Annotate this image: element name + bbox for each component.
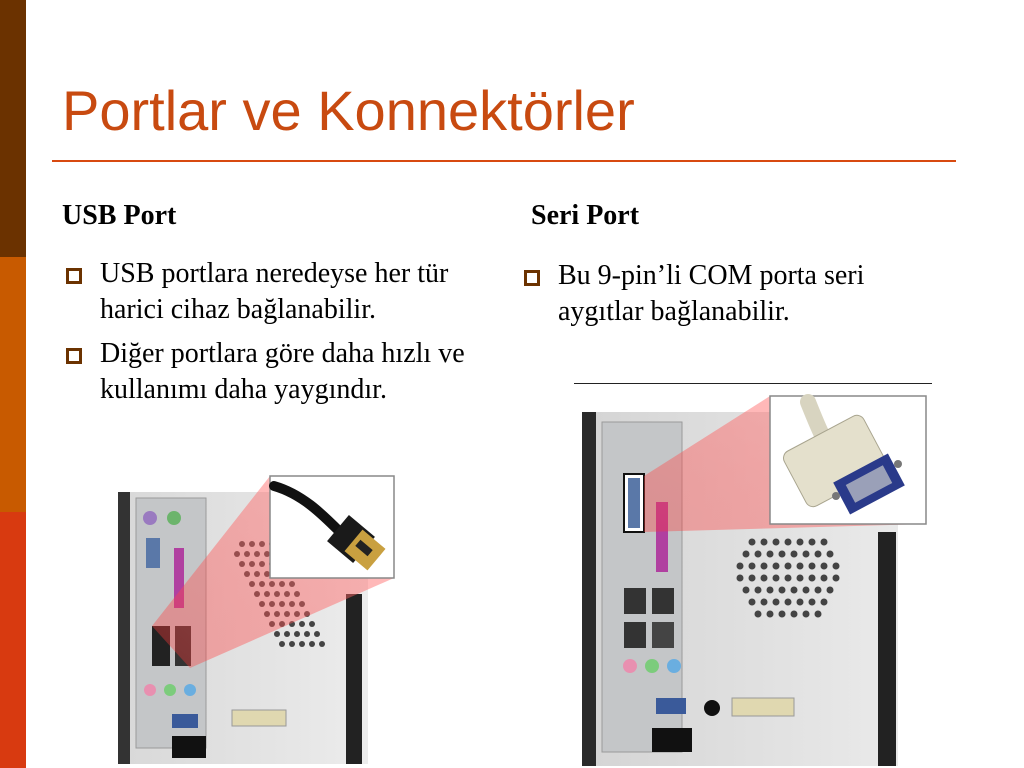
usb-heading: USB Port xyxy=(62,200,177,231)
list-item: USB portlara neredeyse her tür harici cihaz bağlanabilir. xyxy=(64,256,494,328)
serial-bullet-list xyxy=(522,258,942,338)
list-item: Bu 9-pin’li COM porta seri aygıtlar bağlanabilir. xyxy=(522,258,942,330)
square-bullet-icon xyxy=(66,268,82,284)
pc-back-panel-serial-photo xyxy=(572,392,932,766)
square-bullet-icon xyxy=(66,348,82,364)
square-bullet-icon xyxy=(524,270,540,286)
serial-heading: Seri Port xyxy=(531,200,640,231)
title-underline xyxy=(52,160,956,162)
sidebar-band-dark xyxy=(0,0,26,257)
sidebar-band-red xyxy=(0,512,26,768)
slide-title: Portlar ve Konnektörler xyxy=(62,79,635,142)
sidebar-band-orange xyxy=(0,257,26,512)
divider-line xyxy=(574,383,932,384)
pc-back-panel-usb-photo xyxy=(112,474,402,764)
usb-bullet-list xyxy=(64,256,494,416)
list-item: Diğer portlara göre daha hızlı ve kullanımı daha yaygındır. xyxy=(64,336,494,408)
